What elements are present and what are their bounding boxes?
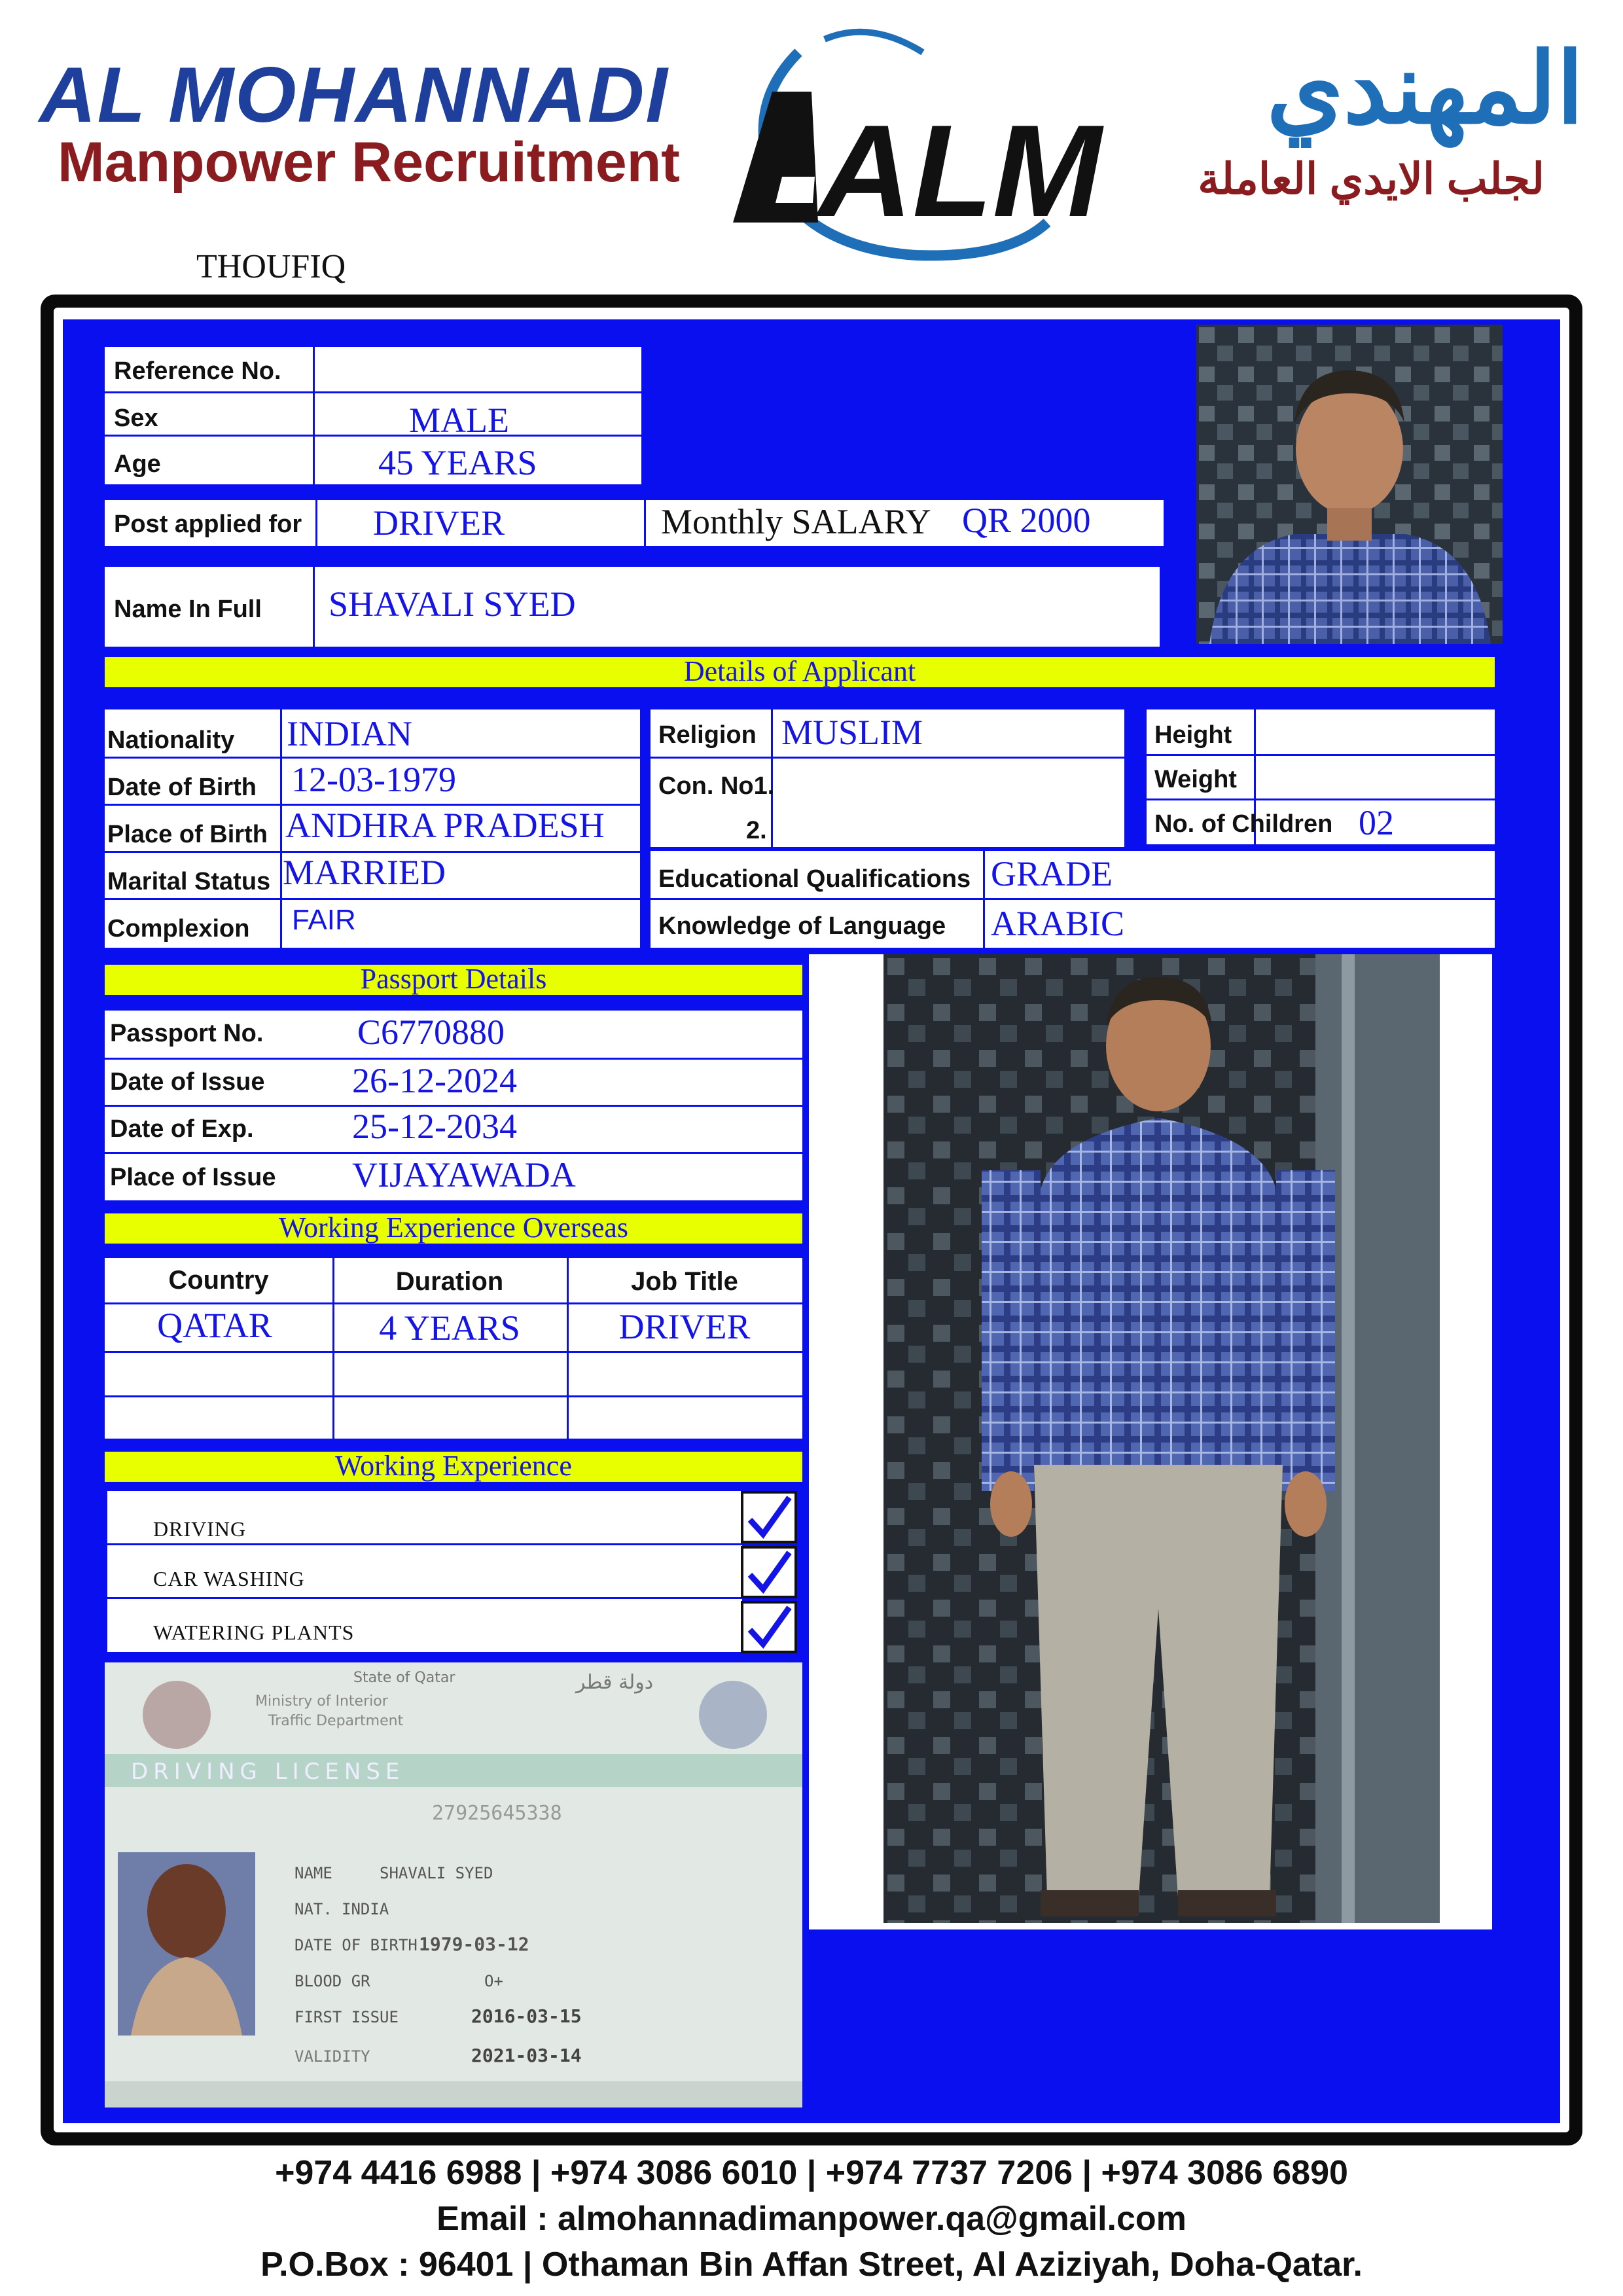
footer-address: P.O.Box : 96401 | Othaman Bin Affan Street, Al Aziziyah, Doha-Qatar. [260, 2246, 1363, 2284]
brand-name-arabic: المهندي [1266, 33, 1584, 143]
experience-item-driving: DRIVING [153, 1517, 247, 1541]
agent-name: THOUFIQ [196, 248, 346, 285]
children-label: No. of Children [1154, 810, 1333, 838]
reference-label: Reference No. [114, 357, 281, 385]
check-icon [741, 1491, 797, 1543]
issue-date-label: Date of Issue [110, 1068, 265, 1096]
check-icon [741, 1601, 797, 1653]
marital-value: MARRIED [283, 853, 446, 892]
footer-phones: +974 4416 6988 | +974 3086 6010 | +974 7737 7206 | +974 3086 6890 [275, 2154, 1348, 2192]
svg-text:VALIDITY: VALIDITY [294, 2047, 370, 2066]
overseas-country: QATAR [157, 1306, 272, 1345]
education-table [651, 851, 1495, 948]
details-right-table [1147, 709, 1495, 844]
details-middle-table [651, 709, 1124, 847]
experience-title-bar: Working Experience [105, 1452, 802, 1482]
license-validity: 2021-03-14 [471, 2045, 582, 2066]
license-first-issue: 2016-03-15 [471, 2005, 582, 2027]
overseas-duration: 4 YEARS [379, 1308, 520, 1348]
svg-text:NAT.: NAT. [294, 1900, 332, 1918]
dob-label: Date of Birth [107, 774, 257, 801]
sex-value: MALE [409, 401, 509, 440]
license-dept: Traffic Department [268, 1713, 404, 1729]
overseas-table [105, 1258, 802, 1439]
complexion-value: FAIR [292, 904, 356, 936]
contact1-label: Con. No1. [658, 772, 775, 800]
religion-value: MUSLIM [781, 713, 923, 752]
passport-table [105, 1011, 802, 1200]
license-nat: INDIA [342, 1900, 389, 1918]
col-duration-header: Duration [395, 1267, 504, 1296]
education-label: Educational Qualifications [658, 865, 971, 893]
experience-item-car-washing: CAR WASHING [153, 1567, 305, 1590]
license-blood: O+ [484, 1972, 503, 1990]
details-title-bar: Details of Applicant [105, 657, 1495, 687]
sex-label: Sex [114, 404, 158, 432]
language-label: Knowledge of Language [658, 912, 946, 940]
alm-logo [720, 26, 1102, 268]
passport-title-bar: Passport Details [105, 965, 802, 995]
overseas-jobtitle: DRIVER [618, 1307, 751, 1346]
passport-no-value: C6770880 [357, 1013, 505, 1052]
dob-value: 12-03-1979 [291, 760, 456, 799]
children-value: 02 [1359, 803, 1394, 842]
issue-date-value: 26-12-2024 [352, 1061, 517, 1100]
name-row [105, 567, 1160, 647]
marital-label: Marital Status [107, 868, 271, 895]
exp-date-label: Date of Exp. [110, 1115, 254, 1143]
license-ministry: Ministry of Interior [255, 1693, 388, 1710]
svg-text:DATE OF BIRTH: DATE OF BIRTH [294, 1936, 418, 1954]
svg-text:FIRST ISSUE: FIRST ISSUE [294, 2008, 399, 2026]
top-info-table [105, 347, 641, 484]
svg-text:BLOOD GR: BLOOD GR [294, 1972, 370, 1990]
experience-item-watering-plants: WATERING PLANTS [153, 1621, 355, 1644]
passport-no-label: Passport No. [110, 1020, 264, 1047]
check-icon [741, 1546, 797, 1598]
brand-name-english: AL MOHANNADI [39, 51, 669, 139]
col-jobtitle-header: Job Title [631, 1267, 738, 1296]
driving-license-image [105, 1662, 802, 2108]
pob-label: Place of Birth [107, 821, 268, 848]
col-country-header: Country [168, 1266, 269, 1295]
details-left-table [105, 709, 640, 948]
issue-place-label: Place of Issue [110, 1164, 276, 1191]
post-salary-row [105, 500, 1164, 546]
passport-photo [1196, 325, 1503, 644]
brand-subtitle-arabic: لجلب الايدي العاملة [1198, 154, 1544, 203]
license-name: SHAVALI SYED [380, 1864, 493, 1882]
education-value: GRADE [991, 854, 1113, 893]
complexion-label: Complexion [107, 915, 250, 942]
full-body-photo [883, 954, 1440, 1923]
license-header-ar: دولة قطر [576, 1671, 654, 1694]
name-label: Name In Full [114, 596, 262, 623]
salary-label: Monthly SALARY [661, 502, 931, 541]
salary-value: QR 2000 [962, 501, 1091, 540]
weight-label: Weight [1154, 766, 1237, 793]
license-band: DRIVING LICENSE [131, 1759, 405, 1785]
post-value: DRIVER [373, 503, 505, 543]
brand-subtitle: Manpower Recruitment [58, 131, 680, 194]
age-value: 45 YEARS [378, 443, 537, 482]
pob-value: ANDHRA PRADESH [285, 806, 605, 845]
post-label: Post applied for [114, 511, 302, 538]
religion-label: Religion [658, 721, 757, 749]
exp-date-value: 25-12-2034 [352, 1107, 517, 1146]
license-dob: 1979-03-12 [419, 1933, 529, 1955]
experience-list [107, 1491, 742, 1652]
contact2-label: 2. [746, 817, 767, 844]
logo-text: ALM [818, 98, 1102, 244]
name-value: SHAVALI SYED [329, 584, 576, 624]
footer-email: Email : almohannadimanpower.qa@gmail.com [437, 2200, 1186, 2238]
svg-text:NAME: NAME [294, 1864, 332, 1882]
nationality-label: Nationality [107, 726, 235, 754]
issue-place-value: VIJAYAWADA [352, 1155, 576, 1194]
height-label: Height [1154, 721, 1232, 749]
license-number: 27925645338 [432, 1802, 562, 1825]
language-value: ARABIC [991, 904, 1125, 943]
overseas-title-bar: Working Experience Overseas [105, 1213, 802, 1244]
age-label: Age [114, 450, 161, 478]
nationality-value: INDIAN [287, 714, 412, 753]
license-header-en: State of Qatar [353, 1670, 455, 1686]
